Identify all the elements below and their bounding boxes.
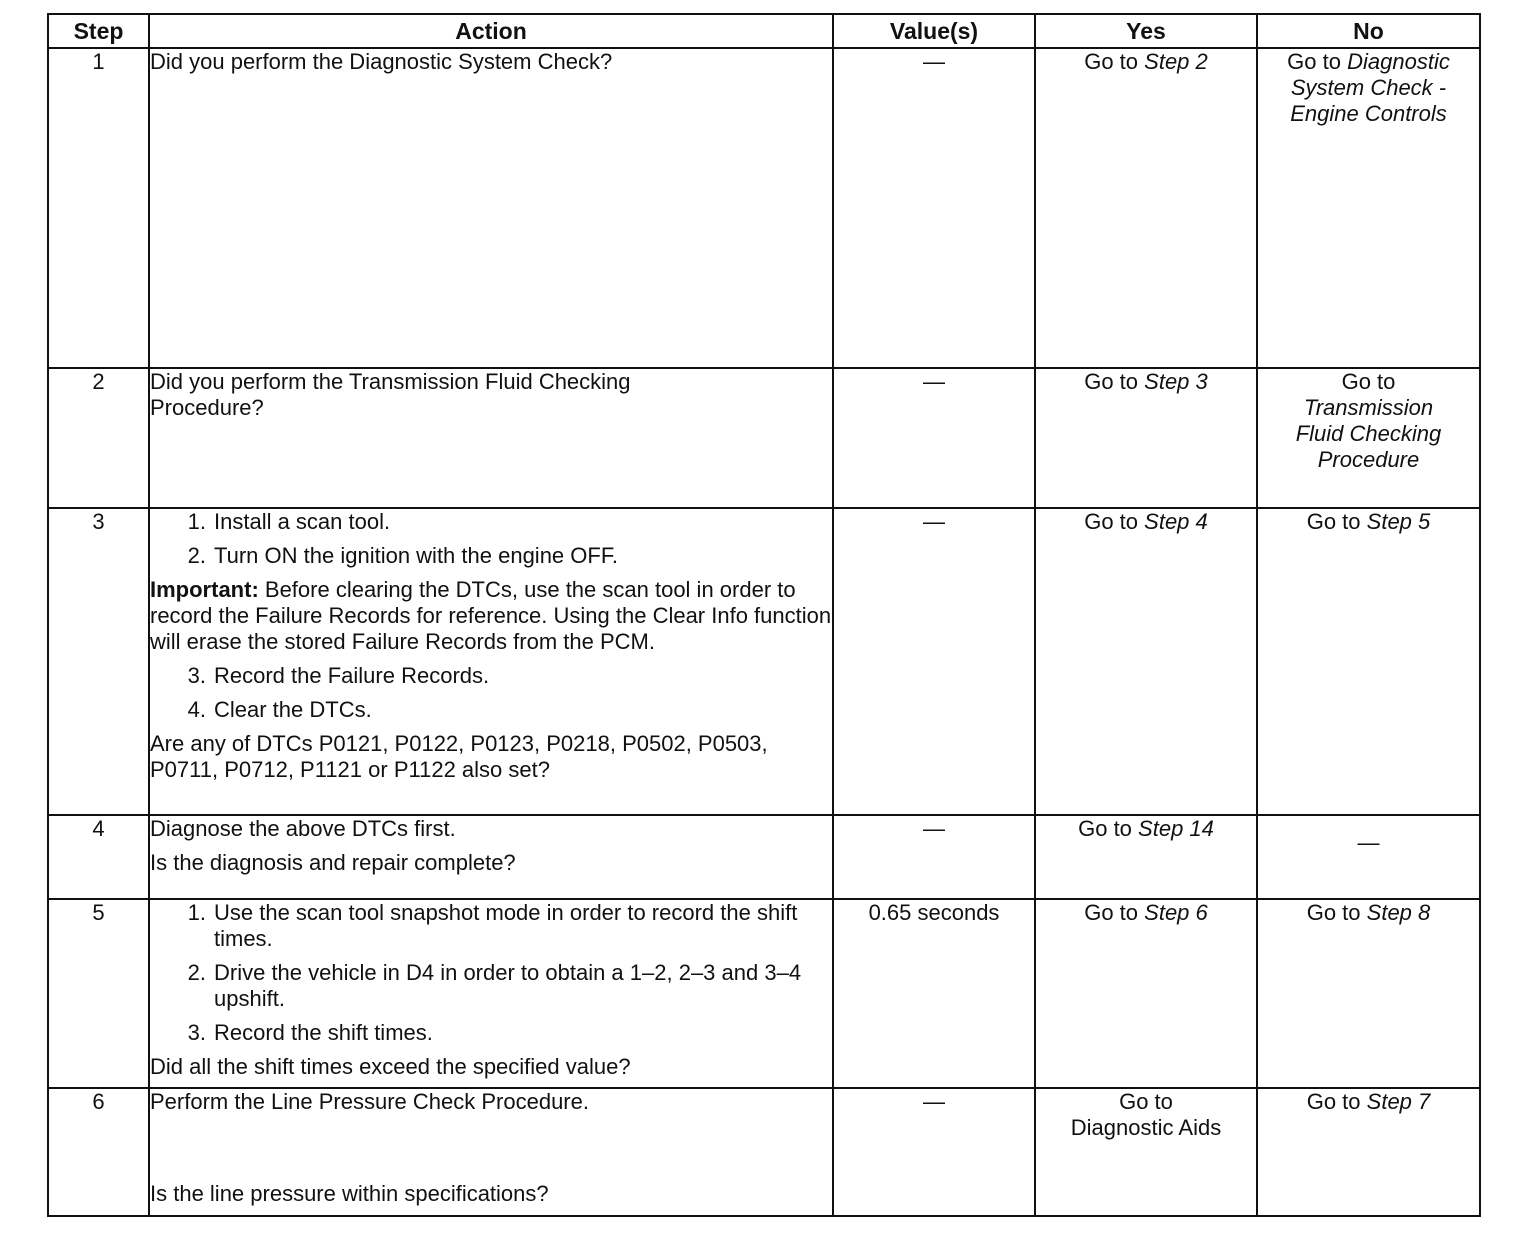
table-row [48,368,1480,508]
value-dash: — [923,49,945,74]
yes-link[interactable]: Step 4 [1144,509,1208,534]
no-dash: — [1357,830,1380,855]
no-link[interactable]: Step 8 [1366,900,1431,925]
table-row [48,48,1480,368]
step-number: 6 [48,1088,149,1216]
no-link[interactable]: Step 7 [1366,1089,1431,1114]
value-text: 0.65 seconds [868,900,1000,925]
table-row [48,1088,1480,1216]
value-dash: — [923,509,945,534]
list-text: Use the scan tool snapshot mode in order to record the shift times. [214,900,798,951]
list-number: 1. [187,900,206,925]
value-cell [833,368,1035,508]
no-cell[interactable] [1257,508,1480,815]
yes-cell[interactable] [1035,368,1257,508]
yes-link[interactable]: Step 2 [1144,49,1208,74]
step-number: 3 [48,508,149,815]
value-cell [833,899,1035,1088]
action-instruction: Perform the Line Pressure Check Procedure. [150,1089,589,1114]
yes-cell[interactable] [1035,815,1257,899]
action-question: Did you perform the Diagnostic System Check? [150,49,613,74]
yes-cell[interactable] [1035,48,1257,368]
action-list [150,900,832,1046]
yes-prefix: Go to [1078,816,1132,841]
no-link[interactable]: Step 5 [1366,509,1431,534]
step-number: 2 [48,368,149,508]
list-item [150,960,832,1012]
step-number: 5 [48,899,149,1088]
list-item [150,1020,832,1046]
list-number: 2. [187,543,206,568]
action-cell [149,815,833,899]
list-item [150,900,832,952]
value-dash: — [923,816,945,841]
list-item [150,697,832,723]
important-text: Before clearing the DTCs, use the scan tool in order to record the Failure Records for reference. Using the Clear Info function will erase the stored Failure Records from the PCM. [150,577,832,654]
list-number: 2. [187,960,206,985]
important-note [150,577,832,655]
table-row [48,815,1480,899]
header-no: No [1257,14,1480,48]
list-text: Install a scan tool. [214,509,391,534]
value-cell [833,1088,1035,1216]
action-cell [149,48,833,368]
table-row [48,899,1480,1088]
diagnostic-table [47,13,1481,1217]
no-cell[interactable] [1257,1088,1480,1216]
no-prefix: Go to [1341,369,1396,394]
no-cell[interactable] [1257,368,1480,508]
action-instruction: Diagnose the above DTCs first. [150,816,456,841]
action-cell [149,368,833,508]
table-row [48,508,1480,815]
yes-cell[interactable] [1035,508,1257,815]
list-number: 3. [187,663,206,688]
yes-link[interactable]: Step 14 [1138,816,1214,841]
no-prefix: Go to [1306,509,1361,534]
yes-link[interactable]: Diagnostic Aids [1070,1115,1222,1140]
no-prefix: Go to [1306,1089,1361,1114]
list-number: 1. [187,509,206,534]
action-question: Is the line pressure within specifications? [150,1181,549,1206]
list-text: Drive the vehicle in D4 in order to obtain a 1–2, 2–3 and 3–4 upshift. [214,960,802,1011]
header-values: Value(s) [833,14,1035,48]
action-cell [149,899,833,1088]
yes-prefix: Go to [1084,509,1139,534]
value-dash: — [923,1089,945,1114]
header-action: Action [149,14,833,48]
no-cell[interactable] [1257,48,1480,368]
list-number: 3. [187,1020,206,1045]
yes-prefix: Go to [1084,369,1139,394]
header-yes: Yes [1035,14,1257,48]
list-item [150,509,832,535]
value-dash: — [923,369,945,394]
list-text: Record the Failure Records. [214,663,490,688]
action-cell [149,508,833,815]
step-number: 1 [48,48,149,368]
value-cell [833,815,1035,899]
value-cell [833,48,1035,368]
action-content [150,1089,832,1207]
header-step: Step [48,14,149,48]
no-link[interactable]: Diagnostic System Check - Engine Controls [1290,49,1450,126]
yes-prefix: Go to [1084,900,1139,925]
action-question: Is the diagnosis and repair complete? [150,850,516,875]
action-question: Did you perform the Transmission Fluid Checking Procedure? [150,369,631,420]
action-question: Are any of DTCs P0121, P0122, P0123, P0218, P0502, P0503, P0711, P0712, P1121 or P1122 also set? [150,731,768,782]
yes-prefix: Go to [1084,49,1139,74]
list-item [150,663,832,689]
no-cell[interactable] [1257,899,1480,1088]
action-list [150,663,832,723]
list-item [150,543,832,569]
list-number: 4. [187,697,206,722]
action-question: Did all the shift times exceed the specified value? [150,1054,631,1079]
action-cell [149,1088,833,1216]
step-number: 4 [48,815,149,899]
header-row [48,14,1480,48]
yes-cell[interactable] [1035,1088,1257,1216]
action-list [150,509,832,569]
no-prefix: Go to [1306,900,1361,925]
no-prefix: Go to [1287,49,1341,74]
yes-prefix: Go to [1119,1089,1173,1114]
no-cell [1257,815,1480,899]
value-cell [833,508,1035,815]
yes-link[interactable]: Step 6 [1144,900,1208,925]
yes-cell[interactable] [1035,899,1257,1088]
no-link[interactable]: Transmission Fluid Checking Procedure [1295,395,1442,472]
yes-link[interactable]: Step 3 [1144,369,1208,394]
list-text: Record the shift times. [214,1020,433,1045]
list-text: Turn ON the ignition with the engine OFF. [214,543,618,568]
list-text: Clear the DTCs. [214,697,372,722]
important-label: Important: [150,577,259,602]
